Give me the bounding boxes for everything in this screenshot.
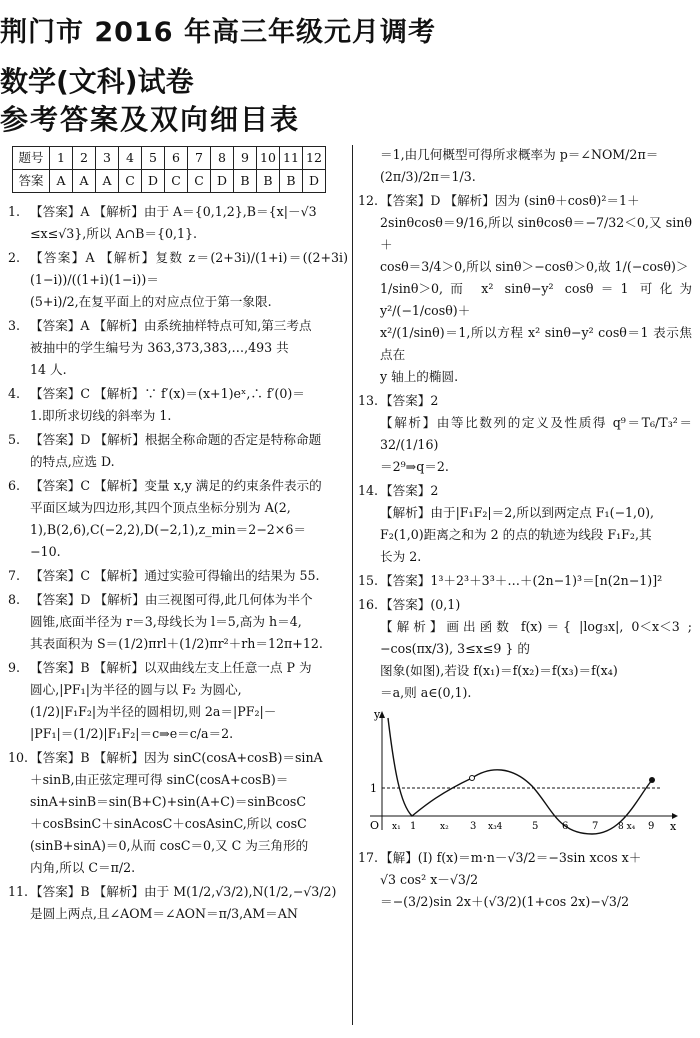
- solution-line: ≤x≤√3},所以 A∩B＝{0,1}.: [30, 226, 198, 241]
- table-cell: D: [142, 170, 165, 193]
- solution-17: [358, 847, 692, 913]
- solution-line: 长为 2.: [380, 549, 422, 564]
- solution-7: [8, 565, 348, 587]
- table-cell: 7: [188, 147, 211, 170]
- solution-6: [8, 475, 348, 563]
- tick-label: 1: [410, 821, 417, 832]
- solution-line: ＝−(3/2)sin 2x＋(√3/2)(1+cos 2x)−√3/2: [380, 894, 630, 909]
- tick-label: 5: [532, 821, 539, 832]
- item-number: 17.: [358, 850, 379, 865]
- origin-label: O: [370, 819, 380, 832]
- item-number: 11.: [8, 884, 29, 899]
- solution-line: 被抽中的学生编号为 363,373,383,…,493 共: [30, 340, 289, 355]
- exam-title: 荆门市 2016 年高三年级元月调考: [0, 17, 436, 48]
- solution-line: 其表面积为 S＝(1/2)πrl＋(1/2)πr²＋rh＝12π+12.: [30, 636, 323, 651]
- solution-line: 【答案】C 【解析】变量 x,y 满足的约束条件表示的: [30, 478, 322, 493]
- solution-line: ＋cosBsinC＋sinAcosC＋cosAsinC,所以 cosC: [30, 816, 307, 831]
- solution-line: (2π/3)/2π＝1/3.: [380, 169, 476, 184]
- left-column: [8, 142, 348, 927]
- solution-line: 【答案】(0,1): [380, 597, 461, 612]
- solution-line: ＝a,则 a∈(0,1).: [380, 685, 472, 700]
- solution-line: (5+i)/2,在复平面上的对应点位于第一象限.: [30, 294, 272, 309]
- item-number: 1.: [8, 204, 21, 219]
- solution-line: 图象(如图),若设 f(x₁)＝f(x₂)＝f(x₃)＝f(x₄): [380, 663, 618, 678]
- question-number-row: [13, 147, 326, 170]
- table-cell: 8: [211, 147, 234, 170]
- table-cell: B: [234, 170, 257, 193]
- solution-line: 圆锥,底面半径为 r＝3,母线长为 l＝5,高为 h＝4,: [30, 614, 302, 629]
- tick-label: 7: [592, 821, 599, 832]
- answer-row: [13, 170, 326, 193]
- solution-line: 圆心,|PF₁|为半径的圆与以 F₂ 为圆心,: [30, 682, 242, 697]
- solution-line: 【解析】由等比数列的定义及性质得 q⁹＝T₆/T₃²＝32/(1/16): [380, 415, 692, 452]
- tick-label: 9: [648, 821, 655, 832]
- table-cell: 5: [142, 147, 165, 170]
- item-number: 2.: [8, 250, 21, 265]
- item-number: 13.: [358, 393, 379, 408]
- solution-5: [8, 429, 348, 473]
- solution-line: cosθ＝3/4＞0,所以 sinθ＞−cosθ＞0,故 1/(−cosθ)＞: [380, 259, 689, 274]
- solution-11-continued: [358, 144, 692, 188]
- item-number: 10.: [8, 750, 29, 765]
- solution-line: F₂(1,0)距离之和为 2 的点的轨迹为线段 F₁F₂,其: [380, 527, 652, 542]
- solution-line: 【答案】2: [380, 393, 439, 408]
- solution-line: 【答案】D 【解析】根据全称命题的否定是特称命题: [30, 432, 322, 447]
- solution-line: x²/(1/sinθ)＝1,所以方程 x² sinθ−y² cosθ＝1 表示焦点在: [380, 325, 692, 362]
- subject-title: 数学(文科)试卷: [0, 65, 194, 98]
- solution-line: 【答案】A 【解析】由系统抽样特点可知,第三考点: [30, 318, 312, 333]
- solution-line: ＋sinB,由正弦定理可得 sinC(cosA+cosB)＝: [30, 772, 289, 787]
- item-number: 15.: [358, 573, 379, 588]
- solution-line: −10.: [30, 544, 61, 559]
- table-cell: B: [280, 170, 303, 193]
- table-cell: 4: [119, 147, 142, 170]
- x-axis-arrow: [672, 813, 678, 819]
- solution-line: 【答案】D 【解析】因为 (sinθ＋cosθ)²＝1＋: [380, 193, 640, 208]
- table-cell: 11: [280, 147, 303, 170]
- solution-line: 【答案】2: [380, 483, 439, 498]
- solution-line: 【答案】A 【解析】由于 A＝{0,1,2},B＝{x|－√3: [30, 204, 317, 219]
- solution-3: [8, 315, 348, 381]
- solution-line: 【答案】B 【解析】以双曲线左支上任意一点 P 为: [30, 660, 312, 675]
- solution-line: 【答案】C 【解析】通过实验可得输出的结果为 55.: [30, 568, 320, 583]
- solution-9: [8, 657, 348, 745]
- table-cell: C: [119, 170, 142, 193]
- solution-13: [358, 390, 692, 478]
- y-axis-label: y: [374, 708, 381, 721]
- item-number: 16.: [358, 597, 379, 612]
- row-label: 答案: [13, 170, 50, 193]
- solution-line: 【解析】画出函数 f(x)＝{ |log₃x|, 0＜x＜3 ; −cos(πx/3), 3≤x≤9 } 的: [380, 619, 692, 656]
- table-cell: 2: [73, 147, 96, 170]
- solution-line: 14 人.: [30, 362, 67, 377]
- solution-1: [8, 201, 348, 245]
- solution-line: 1/sinθ＞0,而 x² sinθ−y² cosθ＝1 可化为 y²/(−1/cosθ)＋: [380, 281, 692, 318]
- solution-line: ＝1,由几何概型可得所求概率为 p＝∠NOM/2π＝: [380, 147, 659, 162]
- solution-line: 【答案】B 【解析】由于 M(1/2,√3/2),N(1/2,−√3/2): [30, 884, 337, 899]
- solution-line: 平面区域为四边形,其四个顶点坐标分别为 A(2,: [30, 500, 291, 515]
- column-divider: [352, 145, 353, 1025]
- solution-10: [8, 747, 348, 879]
- solution-line: 1.即所求切线的斜率为 1.: [30, 408, 172, 423]
- item-number: 6.: [8, 478, 21, 493]
- table-cell: D: [303, 170, 326, 193]
- table-cell: B: [257, 170, 280, 193]
- end-point: [649, 777, 655, 783]
- answer-table: [12, 146, 326, 193]
- item-number: 7.: [8, 568, 21, 583]
- solution-12: [358, 190, 692, 388]
- solution-line: ＝2⁹⇒q＝2.: [380, 459, 449, 474]
- solution-line: y 轴上的椭圆.: [380, 369, 459, 384]
- solution-line: sinA+sinB＝sin(B+C)+sin(A+C)＝sinBcosC: [30, 794, 307, 809]
- row-label: 题号: [13, 147, 50, 170]
- y-one-label: 1: [370, 782, 377, 795]
- item-number: 14.: [358, 483, 379, 498]
- solution-11: [8, 881, 348, 925]
- log-branch: [388, 718, 472, 816]
- table-cell: A: [73, 170, 96, 193]
- table-cell: 3: [96, 147, 119, 170]
- item-number: 9.: [8, 660, 21, 675]
- table-cell: 6: [165, 147, 188, 170]
- table-cell: D: [211, 170, 234, 193]
- table-cell: A: [96, 170, 119, 193]
- solution-line: √3 cos² x－√3/2: [380, 872, 479, 887]
- solution-15: [358, 570, 692, 592]
- solution-line: 【答案】B 【解析】因为 sinC(cosA+cosB)＝sinA: [30, 750, 323, 765]
- item-number: 4.: [8, 386, 21, 401]
- function-graph: [360, 708, 692, 843]
- solution-line: (1/2)|F₁F₂|为半径的圆相切,则 2a＝|PF₂|－: [30, 704, 277, 719]
- tick-label: 3: [470, 821, 477, 832]
- item-number: 8.: [8, 592, 21, 607]
- tick-label: 8 x₄: [618, 822, 636, 832]
- tick-label: 6: [562, 821, 569, 832]
- solution-line: 【答案】D 【解析】由三视图可得,此几何体为半个: [30, 592, 313, 607]
- solution-line: 【答案】A 【解析】复数 z＝(2+3i)/(1+i)＝((2+3i)(1−i))/((1+i)(1−i))＝: [30, 250, 348, 287]
- solution-line: 内角,所以 C＝π/2.: [30, 860, 136, 875]
- solution-line: 是圆上两点,且∠AOM＝∠AON＝π/3,AM＝AN: [30, 906, 298, 921]
- tick-label: x₁: [392, 822, 401, 832]
- solution-8: [8, 589, 348, 655]
- answer-key-title: 参考答案及双向细目表: [0, 103, 301, 136]
- solution-line: |PF₁|＝(1/2)|F₁F₂|＝c⇒e＝c/a＝2.: [30, 726, 234, 741]
- solution-line: 1),B(2,6),C(−2,2),D(−2,1),z_min＝2−2×6＝: [30, 522, 306, 537]
- table-cell: 12: [303, 147, 326, 170]
- solution-line: 【答案】C 【解析】∵ f′(x)＝(x+1)eˣ,∴ f′(0)＝: [30, 386, 305, 401]
- tick-label: x₃4: [488, 822, 503, 832]
- open-point: [470, 776, 475, 781]
- solution-2: [8, 247, 348, 313]
- x-axis-label: x: [670, 820, 677, 833]
- table-cell: A: [50, 170, 73, 193]
- table-cell: C: [188, 170, 211, 193]
- tick-label: x₂: [440, 822, 449, 832]
- solution-line: 【解】(Ⅰ) f(x)＝m·n－√3/2＝−3sin xcos x＋: [380, 850, 642, 865]
- solution-line: 的特点,应选 D.: [30, 454, 115, 469]
- solution-line: 【解析】由于|F₁F₂|＝2,所以到两定点 F₁(−1,0),: [380, 505, 654, 520]
- table-cell: 1: [50, 147, 73, 170]
- table-cell: 9: [234, 147, 257, 170]
- solution-line: 【答案】1³＋2³＋3³＋…＋(2n−1)³＝[n(2n−1)]²: [380, 573, 663, 588]
- solution-4: [8, 383, 348, 427]
- solution-line: (sinB+sinA)＝0,从而 cosC＝0,又 C 为三角形的: [30, 838, 309, 853]
- item-number: 3.: [8, 318, 21, 333]
- right-column: [358, 142, 692, 915]
- table-cell: 10: [257, 147, 280, 170]
- item-number: 5.: [8, 432, 21, 447]
- solution-14: [358, 480, 692, 568]
- solution-line: 2sinθcosθ＝9/16,所以 sinθcosθ＝−7/32＜0,又 sinθ＋: [380, 215, 692, 252]
- graph-svg: [360, 708, 680, 836]
- item-number: 12.: [358, 193, 379, 208]
- solution-16: [358, 594, 692, 704]
- table-cell: C: [165, 170, 188, 193]
